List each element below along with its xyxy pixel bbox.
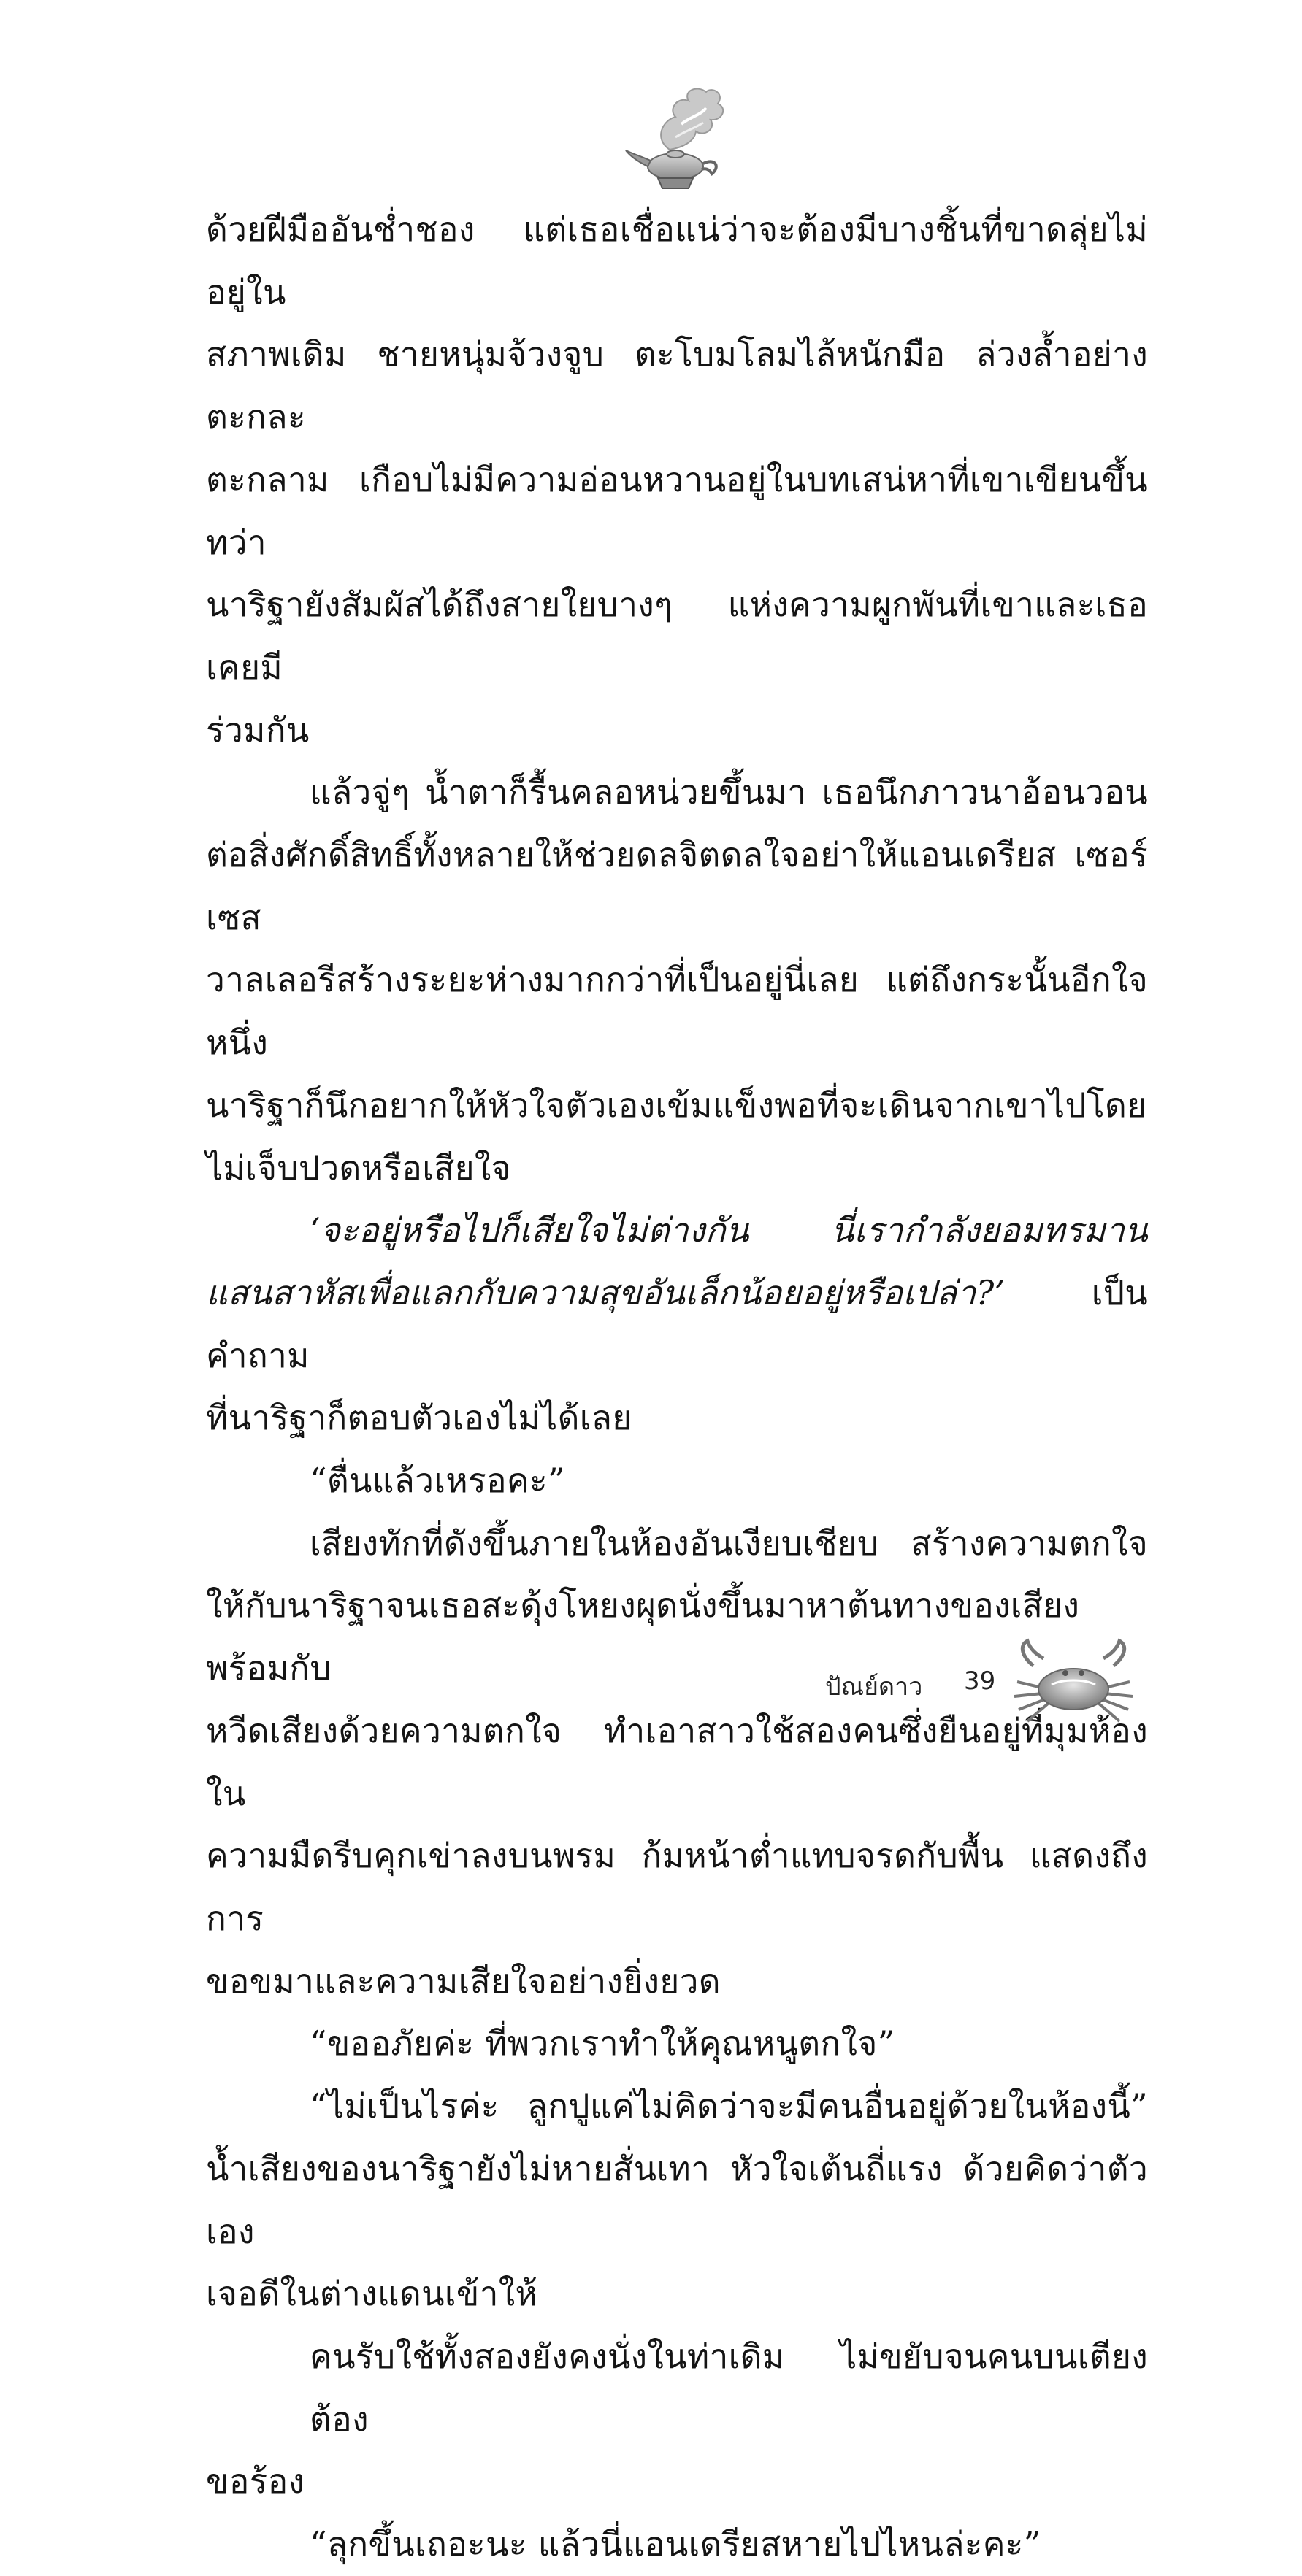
genie-lamp-icon <box>624 80 734 197</box>
paragraph <box>206 2326 1148 2513</box>
paragraph <box>206 761 1148 1199</box>
text-line: น้ำเสียงของนาริฐายังไม่หายสั่นเทา หัวใจเต้นถี่แรง ด้วยคิดว่าตัวเอง <box>206 2148 1148 2251</box>
paragraph <box>206 1450 1148 1512</box>
text-line: เจอดีในต่างแดนเข้าให้ <box>206 2274 538 2314</box>
inner-thought-text: ‘จะอยู่หรือไปก็เสียใจไม่ต่างกัน นี่เรากำลังยอมทรมาน <box>310 1210 1148 1250</box>
paragraph <box>206 1512 1148 2013</box>
text-line: นาริฐาก็นึกอยากให้หัวใจตัวเองเข้มแข็งพอที่จะเดินจากเขาไปโดย <box>206 1085 1147 1125</box>
text-line: คนรับใช้ทั้งสองยังคงนั่งในท่าเดิม ไม่ขยับจนคนบนเตียงต้อง <box>310 2336 1148 2439</box>
dialogue-line: “ตื่นแล้วเหรอคะ” <box>310 1461 565 1501</box>
text-line: แล้วจู่ๆ น้ำตาก็รื้นคลอหน่วยขึ้นมา เธอนึกภาวนาอ้อนวอน <box>310 772 1148 812</box>
text-line: ความมืดรีบคุกเข่าลงบนพรม ก้มหน้าต่ำแทบจรดกับพื้น แสดงถึงการ <box>206 1836 1148 1938</box>
dialogue-line: “ขออภัยค่ะ ที่พวกเราทำให้คุณหนูตกใจ” <box>310 2023 895 2064</box>
narration-text: เป็นคำถาม <box>206 1272 1148 1375</box>
text-line: ขอร้อง <box>206 2461 305 2502</box>
text-line: ที่นาริฐาก็ตอบตัวเองไม่ได้เลย <box>206 1398 632 1438</box>
text-line: ต่อสิ่งศักดิ์สิทธิ์ทั้งหลายให้ช่วยดลจิตดลใจอย่าให้แอนเดรียส เซอร์เซส <box>206 835 1148 937</box>
paragraph <box>206 2513 1148 2576</box>
body-text <box>206 199 1148 2576</box>
text-line: สภาพเดิม ชายหนุ่มจ้วงจูบ ตะโบมโลมไล้หนักมือ ล่วงล้ำอย่างตะกละ <box>206 334 1148 437</box>
text-line: หวีดเสียงด้วยความตกใจ ทำเอาสาวใช้สองคนซึ่งยืนอยู่ที่มุมห้องใน <box>206 1710 1148 1813</box>
text-line: วาลเลอรีสร้างระยะห่างมากกว่าที่เป็นอยู่นี่เลย แต่ถึงกระนั้นอีกใจหนึ่ง <box>206 960 1148 1063</box>
paragraph <box>206 2075 1148 2326</box>
text-line: ไม่เจ็บปวดหรือเสียใจ <box>206 1147 511 1188</box>
text-line: นาริฐายังสัมผัสได้ถึงสายใยบางๆ แห่งความผูกพันที่เขาและเธอเคยมี <box>206 585 1148 687</box>
text-line <box>206 1262 1148 1387</box>
text-line: ด้วยฝีมืออันช่ำชอง แต่เธอเชื่อแน่ว่าจะต้องมีบางชิ้นที่ขาดลุ่ยไม่อยู่ใน <box>206 209 1148 312</box>
dialogue-line: “ไม่เป็นไรค่ะ ลูกปูแค่ไม่คิดว่าจะมีคนอื่นอยู่ด้วยในห้องนี้” <box>310 2086 1148 2126</box>
dialogue-line: “ลุกขึ้นเถอะนะ แล้วนี่แอนเดรียสหายไปไหนล่ะคะ” <box>310 2524 1041 2564</box>
text-line: ให้กับนาริฐาจนเธอสะดุ้งโหยงผุดนั่งขึ้นมาหาต้นทางของเสียง พร้อมกับ <box>206 1585 1080 1688</box>
crab-icon <box>1011 1637 1136 1728</box>
author-name: ปัณย์ดาว <box>825 1672 923 1702</box>
text-line: ขอขมาและความเสียใจอย่างยิ่งยวด <box>206 1961 721 2001</box>
paragraph <box>206 199 1148 761</box>
paragraph <box>206 1199 1148 1450</box>
inner-thought-text: แสนสาหัสเพื่อแลกกับความสุขอันเล็กน้อยอยู่หรือเปล่า?’ <box>206 1272 1006 1312</box>
text-line: ตะกลาม เกือบไม่มีความอ่อนหวานอยู่ในบทเสน่หาที่เขาเขียนขึ้น ทว่า <box>206 459 1148 562</box>
text-line <box>206 1199 1148 1262</box>
page-number: 39 <box>964 1666 996 1696</box>
text-line: ร่วมกัน <box>206 710 310 750</box>
paragraph <box>206 2012 1148 2075</box>
text-line: เสียงทักที่ดังขึ้นภายในห้องอันเงียบเชียบ สร้างความตกใจ <box>310 1523 1148 1563</box>
